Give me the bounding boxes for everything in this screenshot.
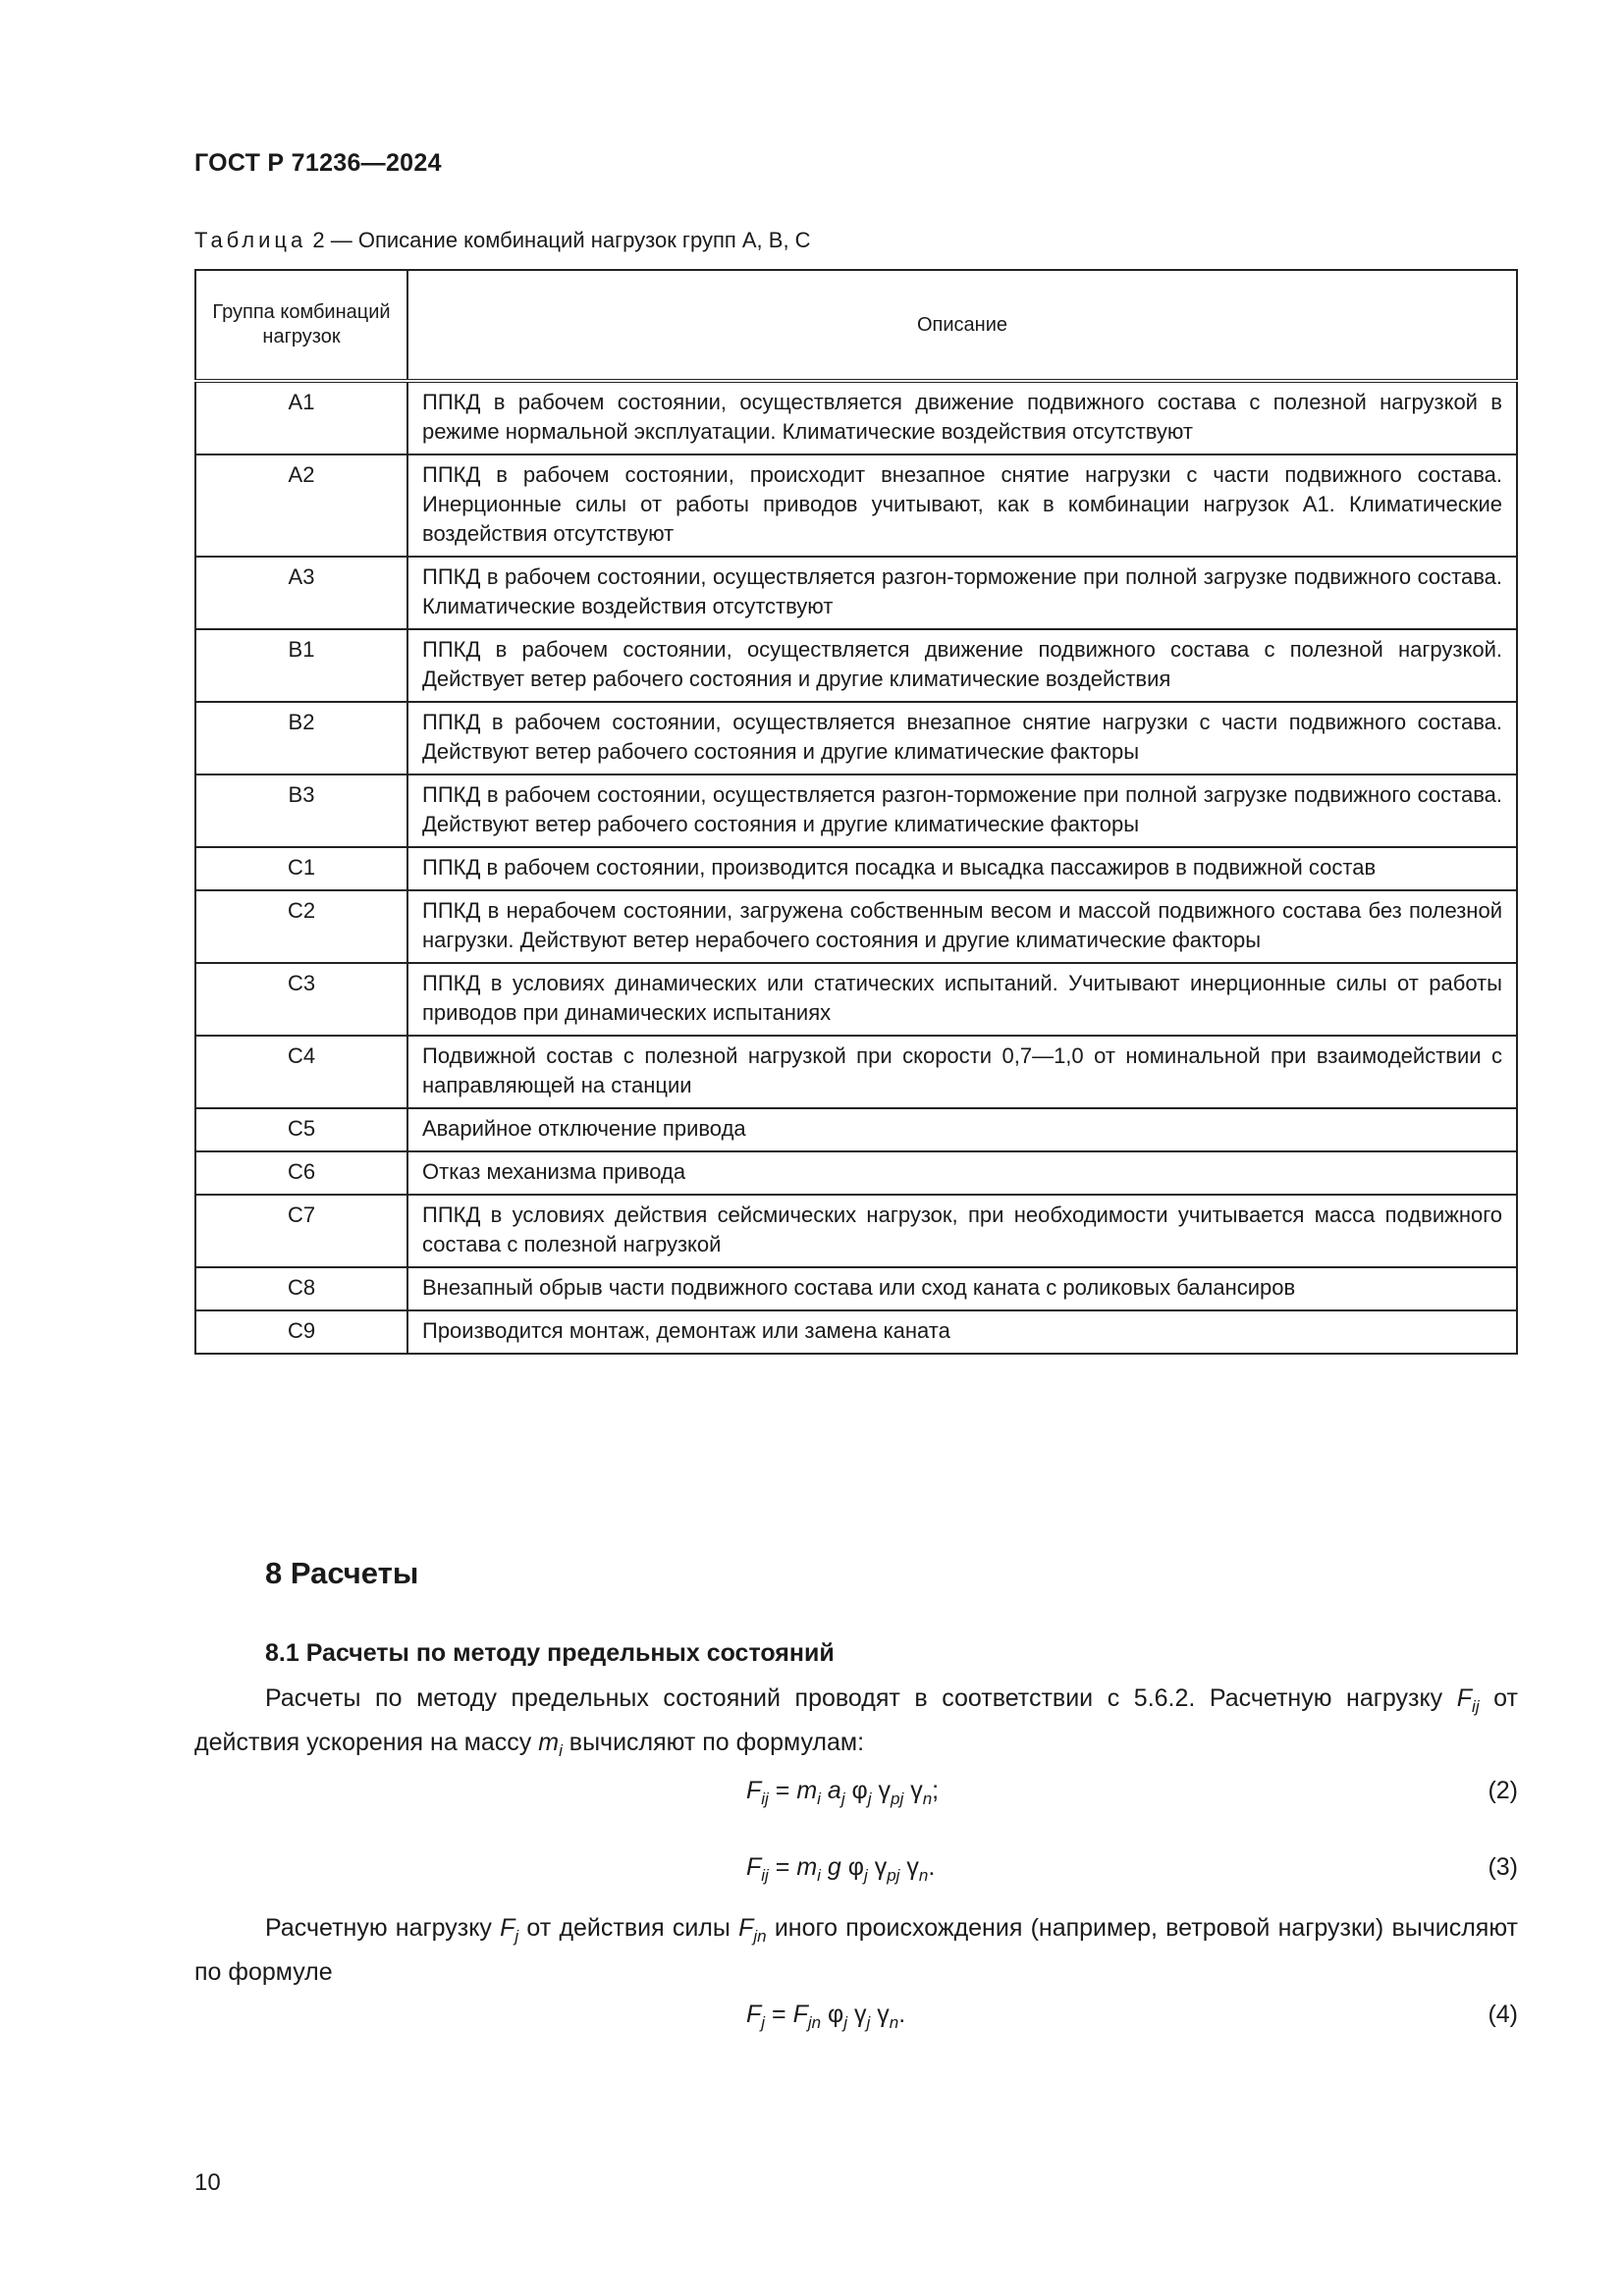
symbol-m-sub: i xyxy=(559,1741,563,1760)
f2-F-sub: ij xyxy=(761,1789,769,1808)
f4-Fjn-sub: jn xyxy=(807,2013,822,2032)
cell-group: C2 xyxy=(195,890,407,963)
para2-text-1: Расчетную нагрузку xyxy=(265,1914,501,1942)
f2-gamma-n: γ xyxy=(910,1777,923,1804)
f2-eq: = xyxy=(768,1777,797,1804)
cell-description: ППКД в рабочем состоянии, осуществляется движение подвижного состава с полезной нагрузкой. Действует ветер рабочего состояния и другие климатические воздействия xyxy=(407,629,1517,702)
f2-phi-sub: j xyxy=(867,1789,872,1808)
table-caption-word: Таблица xyxy=(194,228,307,252)
cell-group: C5 xyxy=(195,1108,407,1151)
f3-phi: φ xyxy=(847,1853,864,1881)
symbol-Fj-letter: F xyxy=(500,1914,515,1942)
f2-end: ; xyxy=(932,1777,940,1804)
cell-description: ППКД в рабочем состоянии, происходит внезапное снятие нагрузки с части подвижного состава. Инерционные силы от работы приводов учитывают, как в комбинации нагрузок A1. Климатические воздействия отсутствуют xyxy=(407,454,1517,557)
table-row xyxy=(195,1310,1517,1354)
document-code: ГОСТ Р 71236—2024 xyxy=(194,149,442,177)
cell-group: B1 xyxy=(195,629,407,702)
para1-text-1: Расчеты по методу предельных состояний проводят в соответствии с 5.6.2. Расчетную нагрузку xyxy=(265,1684,1457,1712)
table-row xyxy=(195,629,1517,702)
f3-m: m xyxy=(796,1853,818,1881)
table-row xyxy=(195,1036,1517,1108)
cell-group: B3 xyxy=(195,774,407,847)
symbol-F-sub: ij xyxy=(1472,1697,1480,1716)
formula-4 xyxy=(746,2001,905,2033)
section-title: 8 Расчеты xyxy=(265,1556,419,1590)
cell-description: ППКД в рабочем состоянии, осуществляется внезапное снятие нагрузки с части подвижного состава. Действуют ветер рабочего состояния и другие климатические факторы xyxy=(407,702,1517,774)
f2-phi: φ xyxy=(851,1777,868,1804)
f4-gamma-n-sub: n xyxy=(889,2013,899,2032)
cell-description: Внезапный обрыв части подвижного состава или сход каната с роликовых балансиров xyxy=(407,1267,1517,1310)
equation-number-2: (2) xyxy=(1488,1777,1518,1804)
cell-description: ППКД в нерабочем состоянии, загружена собственным весом и массой подвижного состава без полезной нагрузки. Действуют ветер нерабочего состояния и другие климатические факторы xyxy=(407,890,1517,963)
f3-gamma-n: γ xyxy=(906,1853,919,1881)
symbol-F xyxy=(1456,1684,1480,1716)
symbol-m-letter: m xyxy=(538,1729,560,1756)
cell-description: Подвижной состав с полезной нагрузкой при скорости 0,7—1,0 от номинальной при взаимодействии с направляющей на станции xyxy=(407,1036,1517,1108)
f4-phi: φ xyxy=(828,2001,844,2028)
f4-F: F xyxy=(746,2001,762,2028)
cell-description: Отказ механизма привода xyxy=(407,1151,1517,1195)
f4-F-sub: j xyxy=(761,2013,766,2032)
symbol-Fjn-sub: jn xyxy=(753,1927,767,1946)
f3-eq: = xyxy=(768,1853,797,1881)
table-row xyxy=(195,774,1517,847)
f3-gamma-pj: γ xyxy=(874,1853,888,1881)
symbol-m xyxy=(538,1729,563,1760)
cell-group: C3 xyxy=(195,963,407,1036)
cell-description: ППКД в рабочем состоянии, осуществляется разгон-торможение при полной загрузке подвижного состава. Климатические воздействия отсутствуют xyxy=(407,557,1517,629)
symbol-Fj-sub: j xyxy=(514,1927,519,1946)
para2-text-2: от действия силы xyxy=(518,1914,739,1942)
f4-eq: = xyxy=(765,2001,793,2028)
paragraph-other-forces xyxy=(194,1910,1518,1990)
symbol-Fjn-letter: F xyxy=(738,1914,754,1942)
f3-gamma-n-sub: n xyxy=(918,1866,929,1885)
page-number: 10 xyxy=(194,2169,221,2196)
table-row xyxy=(195,1108,1517,1151)
f4-phi-sub: j xyxy=(843,2013,848,2032)
f4-end: . xyxy=(898,2001,906,2028)
table-body xyxy=(195,381,1517,1354)
symbol-Fj xyxy=(500,1914,519,1946)
cell-description: ППКД в рабочем состоянии, осуществляется разгон-торможение при полной загрузке подвижного состава. Действуют ветер рабочего состояния и другие климатические факторы xyxy=(407,774,1517,847)
table-row xyxy=(195,557,1517,629)
cell-description: ППКД в условиях динамических или статических испытаний. Учитывают инерционные силы от работы приводов при динамических испытаниях xyxy=(407,963,1517,1036)
cell-description: ППКД в условиях действия сейсмических нагрузок, при необходимости учитывается масса подвижного состава с полезной нагрузкой xyxy=(407,1195,1517,1267)
table-row xyxy=(195,1195,1517,1267)
equation-number-3: (3) xyxy=(1488,1853,1518,1881)
f2-m: m xyxy=(796,1777,818,1804)
cell-group: A1 xyxy=(195,381,407,454)
paragraph-limit-states xyxy=(194,1681,1518,1769)
f2-gamma-pj: γ xyxy=(878,1777,891,1804)
f3-phi-sub: j xyxy=(863,1866,868,1885)
f3-g: g xyxy=(827,1853,841,1881)
f3-F: F xyxy=(746,1853,762,1881)
header-group: Группа комбинаций нагрузок xyxy=(195,270,407,381)
para1-text-3: вычисляют по формулам: xyxy=(562,1729,865,1756)
f2-a-sub: j xyxy=(840,1789,845,1808)
cell-description: Производится монтаж, демонтаж или замена каната xyxy=(407,1310,1517,1354)
table-row xyxy=(195,963,1517,1036)
para1-text-2: от действия ускорения на массу xyxy=(194,1684,1518,1756)
f3-gamma-pj-sub: pj xyxy=(887,1866,900,1885)
cell-group: C9 xyxy=(195,1310,407,1354)
f4-gamma-n: γ xyxy=(877,2001,890,2028)
f3-F-sub: ij xyxy=(761,1866,769,1885)
f4-Fjn: F xyxy=(792,2001,808,2028)
subsection-title: 8.1 Расчеты по методу предельных состояний xyxy=(265,1639,835,1667)
table-row xyxy=(195,890,1517,963)
table-row xyxy=(195,1151,1517,1195)
cell-description: Аварийное отключение привода xyxy=(407,1108,1517,1151)
f4-gamma-j: γ xyxy=(853,2001,867,2028)
f2-gamma-pj-sub: pj xyxy=(891,1789,904,1808)
table-row xyxy=(195,702,1517,774)
cell-description: ППКД в рабочем состоянии, осуществляется движение подвижного состава с полезной нагрузкой в режиме нормальной эксплуатации. Климатические воздействия отсутствуют xyxy=(407,381,1517,454)
table-caption xyxy=(194,228,811,253)
cell-group: C1 xyxy=(195,847,407,890)
cell-group: C7 xyxy=(195,1195,407,1267)
table-row xyxy=(195,847,1517,890)
cell-description: ППКД в рабочем состоянии, производится посадка и высадка пассажиров в подвижной состав xyxy=(407,847,1517,890)
cell-group: A3 xyxy=(195,557,407,629)
table-header-row xyxy=(195,270,1517,381)
equation-number-4: (4) xyxy=(1488,2001,1518,2028)
para2-text-3: иного происхождения (например, ветровой нагрузки) вычисляют по формуле xyxy=(194,1914,1518,1986)
f3-end: . xyxy=(928,1853,936,1881)
table-row xyxy=(195,1267,1517,1310)
f2-F: F xyxy=(746,1777,762,1804)
header-description: Описание xyxy=(407,270,1517,381)
symbol-F-letter: F xyxy=(1456,1684,1473,1712)
load-combinations-table xyxy=(194,269,1518,1355)
table-row xyxy=(195,381,1517,454)
f2-gamma-n-sub: n xyxy=(922,1789,933,1808)
f3-m-sub: i xyxy=(817,1866,821,1885)
f4-gamma-j-sub: j xyxy=(866,2013,871,2032)
f2-a: a xyxy=(827,1777,841,1804)
table-row xyxy=(195,454,1517,557)
cell-group: C4 xyxy=(195,1036,407,1108)
cell-group: B2 xyxy=(195,702,407,774)
formula-3 xyxy=(746,1853,935,1886)
table-caption-text: 2 — Описание комбинаций нагрузок групп A, B, C xyxy=(306,228,811,252)
symbol-Fjn xyxy=(738,1914,767,1946)
cell-group: C6 xyxy=(195,1151,407,1195)
f2-m-sub: i xyxy=(817,1789,821,1808)
formula-2 xyxy=(746,1777,939,1809)
cell-group: C8 xyxy=(195,1267,407,1310)
cell-group: A2 xyxy=(195,454,407,557)
